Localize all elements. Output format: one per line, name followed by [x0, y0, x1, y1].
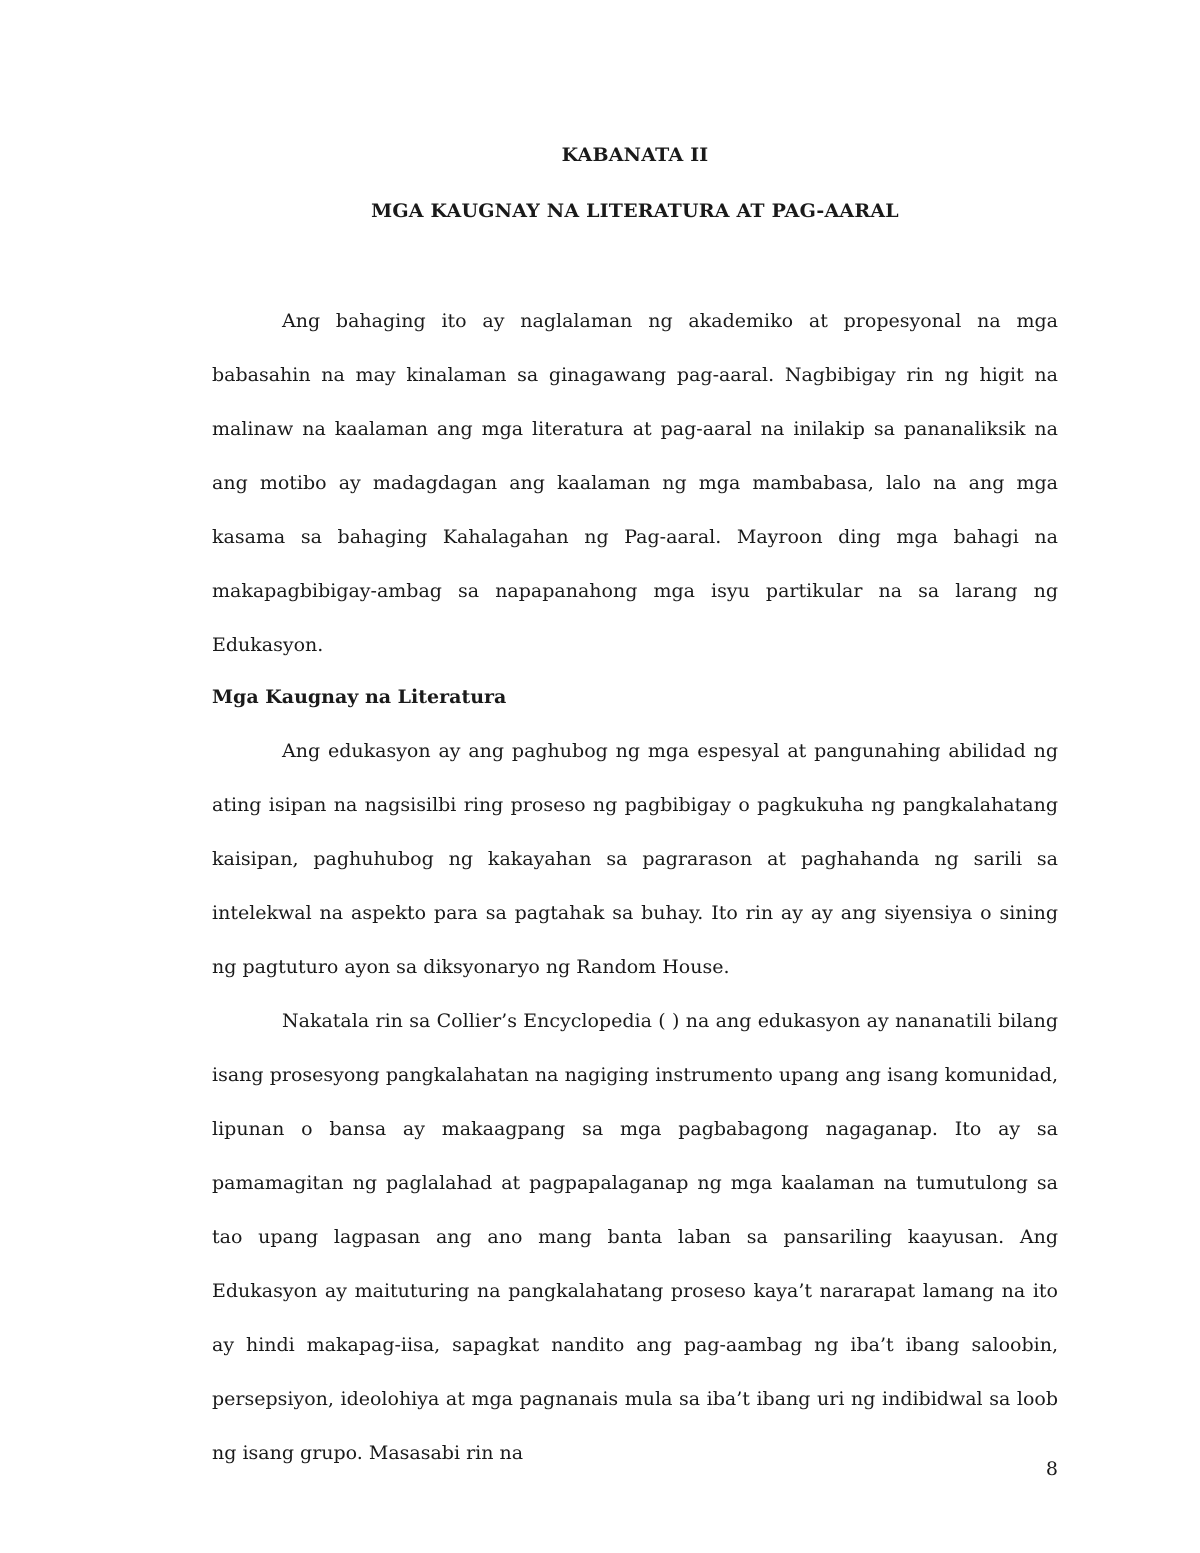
intro-paragraph: Ang bahaging ito ay naglalaman ng akademiko at propesyonal na mga babasahin na may kinalaman sa ginagawang pag-aaral. Nagbibigay rin ng higit na malinaw na kaalaman ang mga literatura at pag-aaral na inilakip sa pananaliksik na ang motibo ay madagdagan ang kaalaman ng mga mambabasa, lalo na ang mga kasama sa bahaging Kahalagahan ng Pag-aaral. Mayroon ding mga bahagi na makapagbibigay-ambag sa napapanahong mga isyu partikular na sa larang ng Edukasyon.: [212, 310, 1058, 656]
body-paragraph-1: Ang edukasyon ay ang paghubog ng mga espesyal at pangunahing abilidad ng ating isipan na nagsisilbi ring proseso ng pagbibigay o pagkukuha ng pangkalahatang kaisipan, paghuhubog ng kakayahan sa pagrarason at paghahanda ng sarili sa intelekwal na aspekto para sa pagtahak sa buhay. Ito rin ay ay ang siyensiya o sining ng pagtuturo ayon sa diksyonaryo ng Random House.: [212, 740, 1058, 978]
section-body: [212, 724, 1058, 1480]
chapter-number: KABANATA II: [561, 144, 709, 166]
section-heading: Mga Kaugnay na Literatura: [212, 686, 507, 708]
body-paragraph-2: Nakatala rin sa Collier’s Encyclopedia ( ) na ang edukasyon ay nananatili bilang isang prosesyong pangkalahatan na nagiging instrumento upang ang isang komunidad, lipunan o bansa ay makaagpang sa mga pagbabagong nagaganap. Ito ay sa pamamagitan ng paglalahad at pagpapalaganap ng mga kaalaman na tumutulong sa tao upang lagpasan ang ano mang banta laban sa pansariling kaayusan. Ang Edukasyon ay maituturing na pangkalahatang proseso kaya’t nararapat lamang na ito ay hindi makapag-iisa, sapagkat nandito ang pag-aambag ng iba’t ibang saloobin, persepsiyon, ideolohiya at mga pagnanais mula sa iba’t ibang uri ng indibidwal sa loob ng isang grupo. Masasabi rin na: [212, 1010, 1058, 1464]
page-number: 8: [1045, 1458, 1058, 1480]
chapter-title: MGA KAUGNAY NA LITERATURA AT PAG-AARAL: [371, 200, 899, 222]
intro-block: [212, 294, 1058, 672]
